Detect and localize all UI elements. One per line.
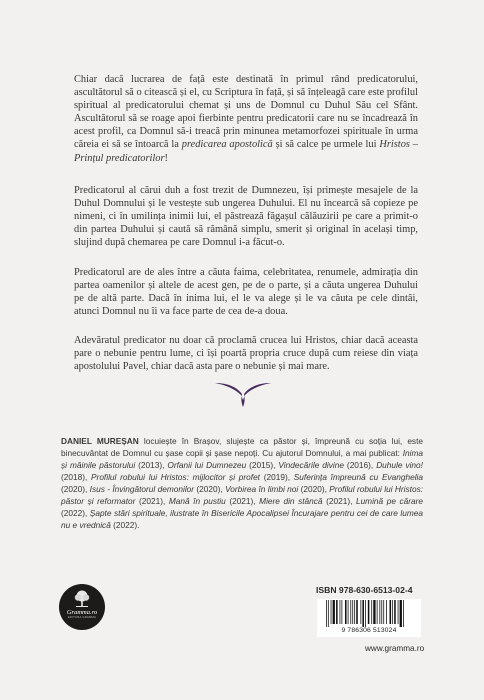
barcode-bar — [356, 600, 358, 624]
tree-icon — [72, 590, 92, 608]
work-title: Profilul robului lui Hristos: păstor și reformator — [61, 484, 424, 506]
barcode-bar — [345, 600, 347, 624]
publisher-logo-name: Gramma.ro — [66, 609, 98, 616]
barcode-bar — [352, 600, 353, 624]
publisher-logo — [59, 584, 105, 630]
work-title: Duhule vino! — [376, 460, 423, 470]
barcode-bar — [371, 600, 372, 624]
barcode-bar — [341, 600, 342, 624]
barcode-icon — [326, 600, 418, 627]
work-title: Miere din stâncă — [259, 496, 323, 506]
barcode-bar — [377, 600, 378, 624]
work-year: (2020), — [61, 484, 90, 494]
barcode-bar — [336, 600, 338, 624]
barcode-bar — [386, 600, 387, 624]
paragraph-1-text-e: ! — [164, 152, 169, 164]
work-year: (2022). — [110, 520, 140, 530]
barcode-bar — [348, 600, 349, 624]
work-title: Șapte stări spirituale, ilustrate în Bisericile Apocalipsei — [89, 508, 289, 518]
barcode-bar — [362, 600, 364, 627]
work-year: (2018), — [61, 472, 92, 482]
work-title: Vorbirea în limbi noi — [225, 484, 299, 494]
barcode-bar — [398, 600, 399, 624]
works-list — [61, 448, 423, 530]
barcode-bar — [328, 600, 329, 627]
paragraph-1-text-c: și să calce pe urmele lui — [272, 139, 380, 151]
barcode-bar — [354, 600, 355, 624]
work-title: Încurajare pentru cei de care lumea nu e vrednică — [61, 508, 423, 530]
paragraph-1-text-a: Chiar dacă lucrarea de față este destinată în primul rând predicatorului, ascultătorul să o citească și el, cu Scriptura în față, și să înțeleagă care este profilul spiritual al predicatorului chemat și uns de Domnul cu Duhul Său cel Sfânt. Ascultătorul să se roage apoi fierbinte pentru predicatorii care nu se încadrează în acest profil, ca Domnul să-i treacă prin minunea metamorfozei spirituale în urma căreia ei să se întoarcă la — [74, 74, 418, 151]
ornament-divider-icon — [214, 380, 272, 408]
barcode-bar — [394, 600, 396, 624]
work-title: Profilul robului lui Hristos: mijlocitor și profet — [91, 472, 260, 482]
work-year: (2021), — [225, 496, 260, 506]
work-title: Inima și mâinile păstorului — [61, 448, 423, 470]
work-year: (2022), — [61, 508, 90, 518]
publisher-website: www.gramma.ro — [365, 644, 425, 653]
paragraph-2: Predicatorul al cărui duh a fost trezit de Dumnezeu, își primește mesajele de la Duhul Domnului și le vestește sub ungerea Duhului. El nu încearcă să copieze pe nimeni, ci în umilința inimii lui, el păstrează făgașul călăuzirii pe care a primit-o din partea Duhului și caută să rămână simplu, smerit și original în același timp, slujind după chemarea pe care Domnul i-a făcut-o. — [74, 185, 418, 249]
work-title: Suferința împreună cu Evanghelia — [293, 472, 423, 482]
author-bio-intro: locuiește în Brașov, slujește ca păstor și, împreună cu soția lui, este binecuvântat de Domnul cu șase copii și șase nepoți. Cu ajutorul Domnului, a mai publicat: — [61, 436, 424, 458]
barcode-bar — [365, 600, 366, 627]
work-title: Isus - Învingătorul demonilor — [89, 484, 195, 494]
barcode-bar — [331, 600, 332, 624]
work-year: (2016), — [343, 460, 377, 470]
barcode — [317, 599, 421, 637]
work-year: (2020), — [298, 484, 330, 494]
publisher-logo-subtitle: EDITURA GRAMMA — [67, 615, 97, 619]
work-title: Orfanii lui Dumnezeu — [167, 460, 247, 470]
barcode-bar — [390, 600, 392, 624]
paragraph-1-emphasis-1: predicarea apostolică — [181, 139, 273, 151]
paragraph-1-emphasis-2: Hristos – Prințul predicatorilor — [74, 139, 418, 164]
work-year: (2021), — [322, 496, 356, 506]
barcode-bar — [340, 600, 341, 624]
author-name: DANIEL MUREȘAN — [61, 436, 139, 446]
work-year: (2015), — [246, 460, 279, 470]
barcode-bar — [383, 600, 384, 624]
work-year: (2013), — [135, 460, 168, 470]
barcode-bar — [360, 600, 361, 624]
author-bio — [61, 435, 423, 531]
paragraph-4: Adevăratul predicator nu doar că proclamă crucea lui Hristos, chiar dacă aceasta pare o nebunie pentru lume, ci își poartă propria cruce după cum reiese din viața apostolului Pavel, chiar dacă asta pare o nebunie și mai mare. — [74, 335, 418, 373]
barcode-bar — [379, 600, 380, 624]
paragraph-1 — [74, 73, 418, 165]
work-title: Vindecările divine — [278, 460, 344, 470]
barcode-bar — [373, 600, 375, 624]
barcode-bar — [381, 600, 382, 624]
paragraph-3: Predicatorul are de ales între a căuta faima, celebritatea, renumele, admirația din partea oamenilor și altele de acest gen, pe de o parte, și a căuta ungerea Duhului pe de altă parte. Dacă în inima lui, el le va alege și le va căuta pe cele dintâi, atunci Domnul nu îi va face parte de cea de-a doua. — [74, 267, 418, 318]
work-year: (2019), — [260, 472, 294, 482]
barcode-bar — [368, 600, 370, 624]
barcode-bar — [392, 600, 393, 624]
work-title: Lumină pe cărare — [355, 496, 424, 506]
work-year: (2020), — [194, 484, 226, 494]
barcode-bar — [326, 600, 327, 627]
barcode-bar — [403, 600, 404, 627]
isbn-label: ISBN 978-630-6513-02-4 — [316, 585, 413, 595]
barcode-digits: 9 786306 513024 — [341, 627, 397, 634]
barcode-bar — [400, 600, 402, 627]
work-year: (2021), — [135, 496, 169, 506]
work-title: Mană în pustiu — [168, 496, 226, 506]
barcode-bar — [333, 600, 335, 624]
barcode-bar — [350, 600, 351, 624]
